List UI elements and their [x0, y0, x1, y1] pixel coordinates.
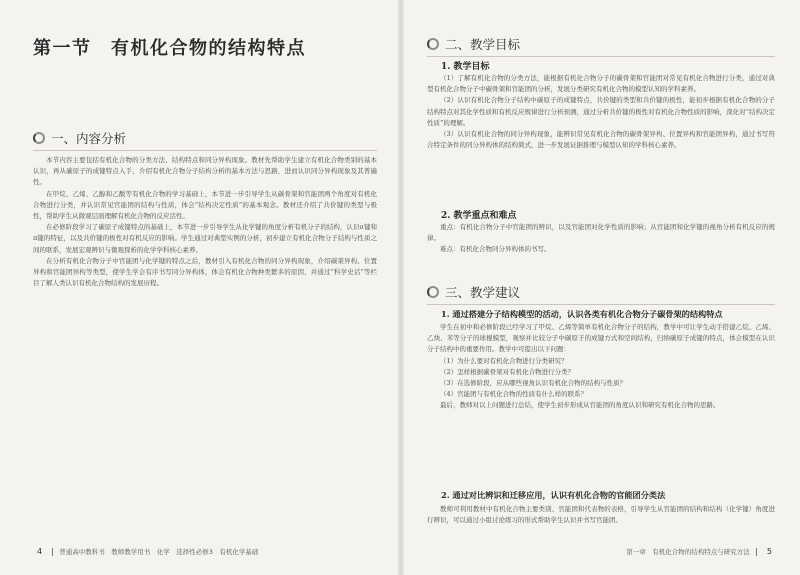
footer-separator: [52, 548, 53, 556]
section-title: 二、教学目标: [445, 37, 521, 52]
section-title: 三、教学建议: [445, 285, 521, 300]
right-page: [403, 0, 800, 575]
page-number: 5: [766, 547, 772, 556]
paragraph: 在分析有机化合物分子中官能团与化学键的特点之后，教材引入有机化合物的同分异构现象，介绍碳架异构、位置异构和官能团异构等类型，使学生学会有序书写同分异构体，体会有机化合物种类繁多的原因，并通过“科学史话”等栏目了解人类认识有机化合物结构的发展历程。: [33, 256, 377, 288]
book-title: 普通高中教科书 教师教学用书 化学 选择性必修3 有机化学基础: [59, 548, 259, 556]
subheading: 1. 通过搭建分子结构模型的活动，认识各类有机化合物分子碳骨架的结构特点: [441, 309, 723, 319]
content-analysis-text: [33, 155, 377, 289]
paragraph: 本节内容主要包括有机化合物的分类方法、结构特点和同分异构现象。教材先帮助学生建立有机化合物类别的基本认识，再从碳原子的成键特点入手，介绍有机化合物分子结构分析的基本方法与思路，进而认识同分异构现象及其普遍性。: [33, 156, 377, 187]
paragraph: 学生在初中和必修阶段已经学习了甲烷、乙烯等简单有机化合物分子的结构，教学中可让学生动手搭建乙烷、乙烯、乙炔、苯等分子的球棍模型，观察并比较分子中碳原子的成键方式和空间结构，归纳碳原子成键的特点，体会模型在认识分子结构中的重要作用。教学中可提出以下问题：: [427, 323, 775, 354]
section-title: 一、内容分析: [51, 131, 127, 146]
paragraph: 教师可利用教材中有机化合物主要类别、官能团和代表物的表格，引导学生从官能团的结构和结构（化学键）角度进行辨识，可以通过小组讨论练习的形式帮助学生认识并书写官能团。: [427, 505, 775, 525]
section-circle-icon: [427, 286, 439, 298]
teaching-suggestions-text: [427, 322, 775, 412]
page-number: 4: [37, 547, 43, 556]
teaching-goals-text: [427, 73, 775, 151]
subheading: 2. 通过对比辨识和迁移应用，认识有机化合物的官能团分类法: [441, 490, 666, 500]
subheading: 1. 教学目标: [441, 62, 490, 72]
difficulty: 难点：有机化合物同分异构体的书写。: [440, 245, 551, 254]
section-divider: [33, 150, 377, 151]
section-circle-icon: [427, 38, 439, 50]
paragraph: 在必修阶段学习了碳原子成键特点的基础上，本节进一步引导学生从化学键的角度分析有机分子的结构，认识σ键和π键的特征，以及共价键的极性对有机反应的影响。学生通过对典型实例的分析，初步建立有机化合物分子结构与性质之间的联系，发展宏观辨识与微观探析的化学学科核心素养。: [33, 223, 377, 254]
question: （2）怎样根据碳骨架对有机化合物进行分类？: [440, 367, 575, 376]
paragraph: 最后，教师对以上问题进行总结，使学生初步形成从官能团的角度认识和研究有机化合物的思路。: [440, 401, 720, 410]
chapter-name: 第一章 有机化合物的结构特点与研究方法: [626, 548, 750, 556]
question: （1）为什么要对有机化合物进行分类研究？: [440, 356, 568, 365]
section-heading-teaching-suggestions: [427, 283, 520, 301]
question: （3）在选修阶段，应从哪些视角认识有机化合物的结构与性质？: [440, 379, 627, 388]
section-divider: [427, 304, 775, 305]
chapter-title: 第一节 有机化合物的结构特点: [33, 38, 306, 59]
left-footer: [33, 547, 258, 556]
key-points-text: [427, 222, 775, 256]
section-circle-icon: [33, 132, 45, 144]
paragraph: 在甲烷、乙烯、乙醇和乙酸等有机化合物的学习基础上，本节进一步引导学生从碳骨架和官能团两个角度对有机化合物进行分类，并认识常见官能团的结构与性质，体会“结构决定性质”的基本观念。教材还介绍了共价键的类型与极性，帮助学生从微观层面理解有机化合物的反应活性。: [33, 189, 377, 221]
footer-separator: [756, 548, 757, 556]
right-footer: [626, 547, 776, 556]
section-divider: [427, 56, 775, 57]
goal-item: （1）了解有机化合物的分类方法，能根据有机化合物分子的碳骨架和官能团对常见有机化合物进行分类，通过对典型有机化合物分子中碳骨架和官能团的分析，发展分类研究有机化合物的模型认知的学科素养。: [427, 74, 775, 94]
question: （4）官能团与有机化合物的性质有什么样的联系？: [440, 390, 588, 399]
teaching-suggestions-text-2: [427, 504, 775, 526]
subheading: 2. 教学重点和难点: [441, 211, 517, 221]
goal-item: （3）认识有机化合物的同分异构现象，能辨识常见有机化合物的碳骨架异构、位置异构和官能团异构，通过书写符合特定条件的同分异构体的结构简式，进一步发展证据推理与模型认知的学科核心素养。: [427, 130, 775, 150]
key-points: 重点：有机化合物分子中官能团的辨识，以及官能团对化学性质的影响；从官能团和化学键的视角分析有机反应的规律。: [427, 223, 775, 243]
section-heading-teaching-goals: [427, 35, 520, 53]
goal-item: （2）认识有机化合物分子结构中碳原子的成键特点，共价键的类型和共价键的极性，能初步根据有机化合物的分子结构特点对其化学性质和有机反应规律进行分析预测，通过分析共价键的极性对有机化合物性质的影响，深化对“结构决定性质”的理解。: [427, 96, 775, 127]
section-heading-content-analysis: [33, 129, 126, 147]
